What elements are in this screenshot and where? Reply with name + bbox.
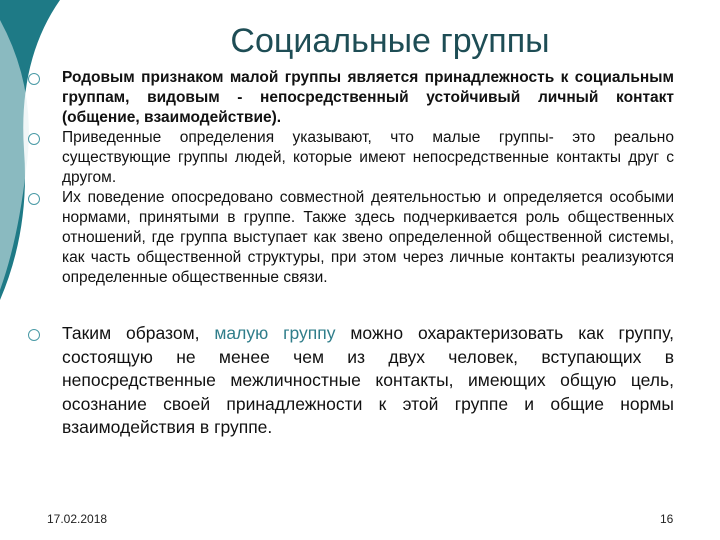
circle-bullet-icon <box>28 133 40 145</box>
bullet-item <box>28 68 674 128</box>
bullet-text: Родовым признаком малой группы является принадлежность к социальным группам, видовым - непосредственный устойчивый личный контакт (общение, взаимодействие). <box>62 69 674 126</box>
highlighted-term: малую группу <box>214 323 336 343</box>
circle-bullet-icon <box>28 73 40 85</box>
bullet-item <box>28 128 674 188</box>
summary-text-before: Таким образом, <box>62 323 215 343</box>
footer-date: 17.02.2018 <box>47 512 108 526</box>
summary-text-after: можно охарактеризовать как группу, состоящую не менее чем из двух человек, вступающих в непосредственные межличностные контакты, имеющих общую цель, осознание своей принадлежности к этой группе и общие нормы взаимодействия в группе. <box>62 323 674 437</box>
summary-bullet-item <box>28 322 674 440</box>
bullet-item <box>28 188 674 288</box>
bullet-text: Их поведение опосредовано совместной деятельностью и определяется особыми нормами, принятыми в группе. Также здесь подчеркивается роль общественных отношений, где группа выступает как звено определенной общественной системы, как часть общественной структуры, при этом через личные контакты реализуются определенные общественные связи. <box>62 189 674 286</box>
circle-bullet-icon <box>28 329 40 341</box>
circle-bullet-icon <box>28 193 40 205</box>
page-number: 16 <box>660 512 674 526</box>
slide-title: Социальные группы <box>230 22 550 60</box>
slide-content <box>28 68 674 440</box>
bullet-text: Приведенные определения указывают, что малые группы- это реально существующие группы людей, которые имеют непосредственные контакты друг с другом. <box>62 129 674 186</box>
